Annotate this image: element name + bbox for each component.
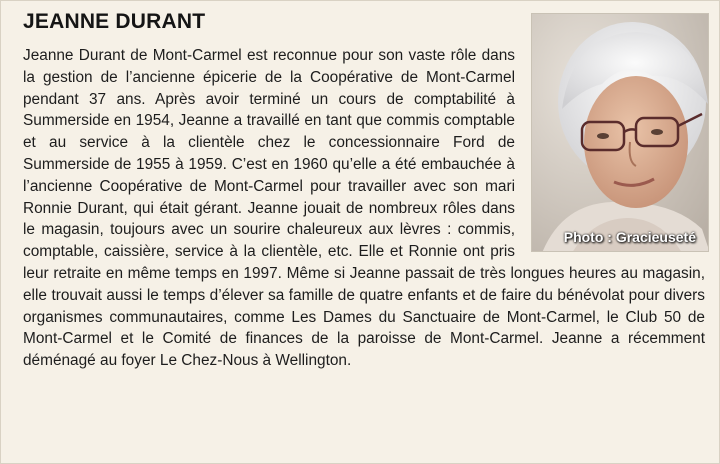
article-body-container xyxy=(23,45,705,372)
photo-credit: Photo : Gracieuseté xyxy=(563,229,696,245)
article-body: Jeanne Durant de Mont-Carmel est reconnue pour son vaste rôle dans la gestion de l’ancienne épicerie de la Coopérative de Mont-Carmel pendant 37 ans. Après avoir terminé un cours de comptabilité à Summerside en 1954, Jeanne a travaillé en tant que commis comptable et au service à la clientèle chez le concessionnaire Ford de Summerside de 1955 à 1959. C’est en 1960 qu’elle a été embauchée à l’ancienne Coopérative de Mont-Carmel pour travailler avec son mari Ronnie Durant, qui était gérant. Jeanne jouait de nombreux rôles dans le magasin, toujours avec un sourire chaleureux aux lèvres : commis, comptable, caissière, service à la clientèle, etc. Elle et Ronnie ont pris leur retraite en même temps en 1997. Même si Jeanne passait de très longues heures au magasin, elle trouvait aussi le temps d’élever sa famille de quatre enfants et de faire du bénévolat pour divers organismes communautaires, comme Les Dames du Sanctuaire de Mont-Carmel, le Club 50 de Mont-Carmel et le Comité de finances de la paroisse de Mont-Carmel. Jeanne a récemment déménagé au foyer Le Chez-Nous à Wellington. xyxy=(23,47,705,370)
photo-float-spacer xyxy=(515,45,705,251)
article-title: JEANNE DURANT xyxy=(23,10,206,33)
